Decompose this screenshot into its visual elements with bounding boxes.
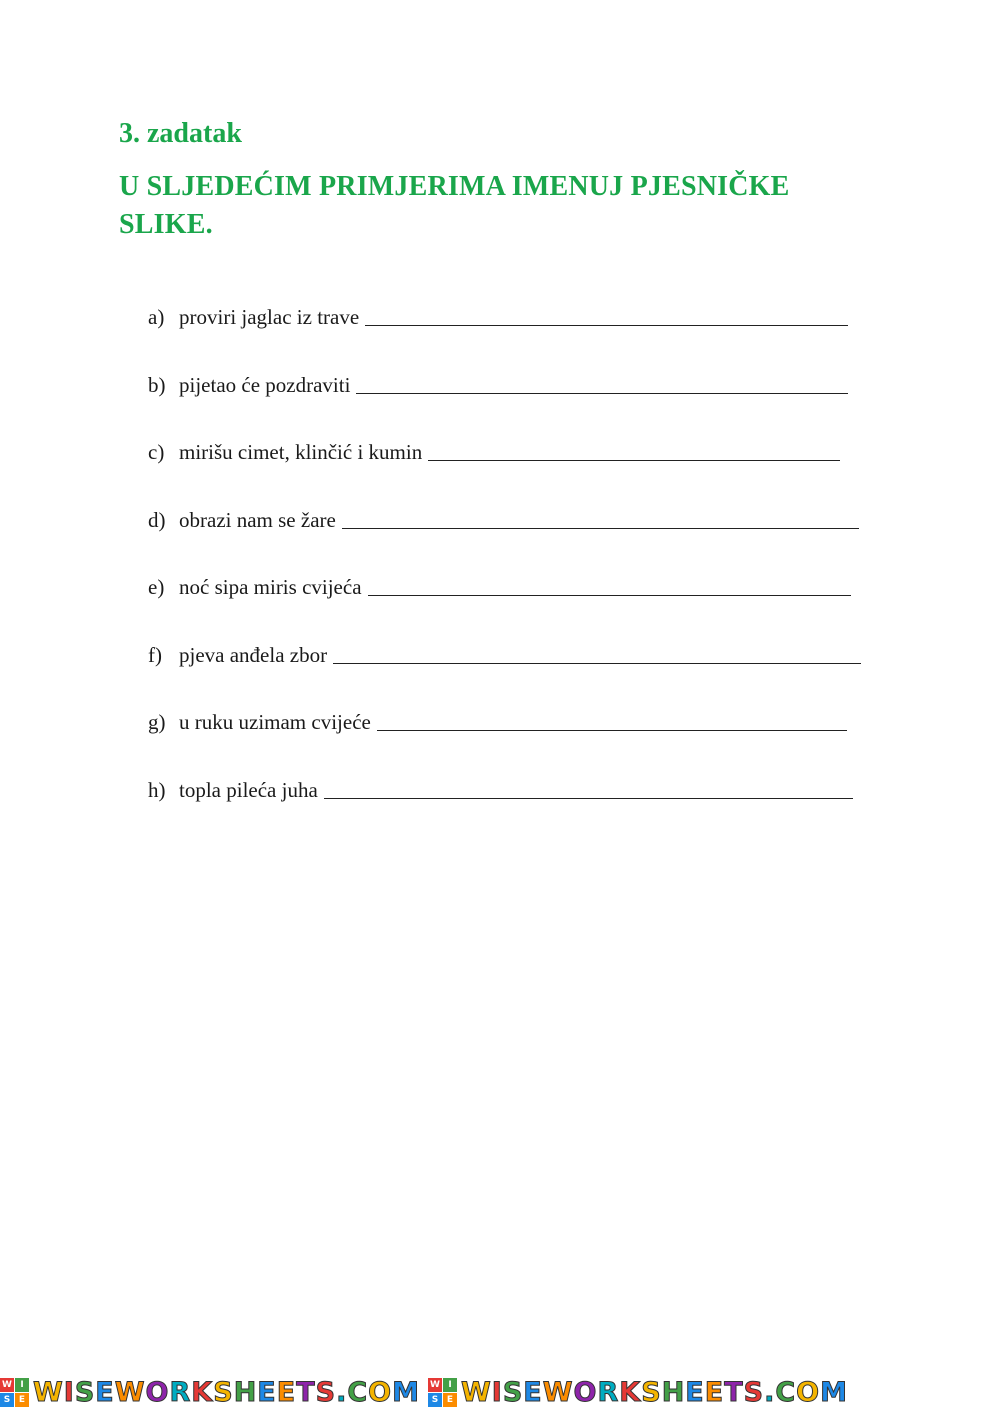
exercise-item	[148, 305, 888, 373]
logo-icon: W I S E	[0, 1378, 29, 1407]
item-text: pjeva anđela zbor	[179, 642, 328, 667]
item-letter: g)	[148, 710, 166, 734]
answer-blank-line[interactable]	[356, 392, 848, 394]
item-letter: e)	[148, 575, 165, 599]
answer-blank-line[interactable]	[428, 459, 840, 461]
instruction-heading: U SLJEDEĆIM PRIMJERIMA IMENUJ PJESNIČKE SLIKE.	[119, 171, 790, 240]
logo-icon: W I S E	[428, 1378, 457, 1407]
answer-blank-line[interactable]	[342, 527, 859, 529]
answer-blank-line[interactable]	[368, 594, 851, 596]
item-text: mirišu cimet, klinčić i kumin	[179, 440, 423, 464]
item-letter: f)	[148, 642, 162, 667]
wiseworksheets-logo	[0, 1377, 420, 1408]
exercise-item	[148, 643, 888, 711]
watermark-text: W I S E W O R K S H E E T S . C O M	[33, 1377, 420, 1408]
exercise-item	[148, 778, 888, 846]
item-letter: a)	[148, 305, 165, 329]
item-text: noć sipa miris cvijeća	[179, 575, 362, 599]
exercise-list	[148, 305, 888, 845]
wiseworksheets-logo	[428, 1377, 848, 1408]
item-text: topla pileća juha	[179, 777, 318, 802]
item-letter: b)	[148, 372, 166, 397]
watermark-text: W I S E W O R K S H E E T S . C O M	[461, 1377, 848, 1408]
exercise-item	[148, 373, 888, 441]
exercise-item	[148, 508, 888, 576]
answer-blank-line[interactable]	[365, 324, 848, 326]
item-text: u ruku uzimam cvijeće	[179, 710, 371, 734]
item-letter: h)	[148, 777, 166, 802]
exercise-item	[148, 575, 888, 643]
answer-blank-line[interactable]	[333, 662, 861, 664]
item-letter: c)	[148, 440, 165, 464]
watermark-footer	[0, 1372, 1000, 1413]
exercise-item	[148, 440, 888, 508]
exercise-item	[148, 710, 888, 778]
item-letter: d)	[148, 507, 166, 532]
item-text: obrazi nam se žare	[179, 507, 336, 532]
task-number: 3. zadatak	[119, 118, 242, 149]
answer-blank-line[interactable]	[377, 729, 847, 731]
item-text: pijetao će pozdraviti	[179, 372, 351, 397]
answer-blank-line[interactable]	[324, 797, 853, 799]
item-text: proviri jaglac iz trave	[179, 305, 360, 329]
